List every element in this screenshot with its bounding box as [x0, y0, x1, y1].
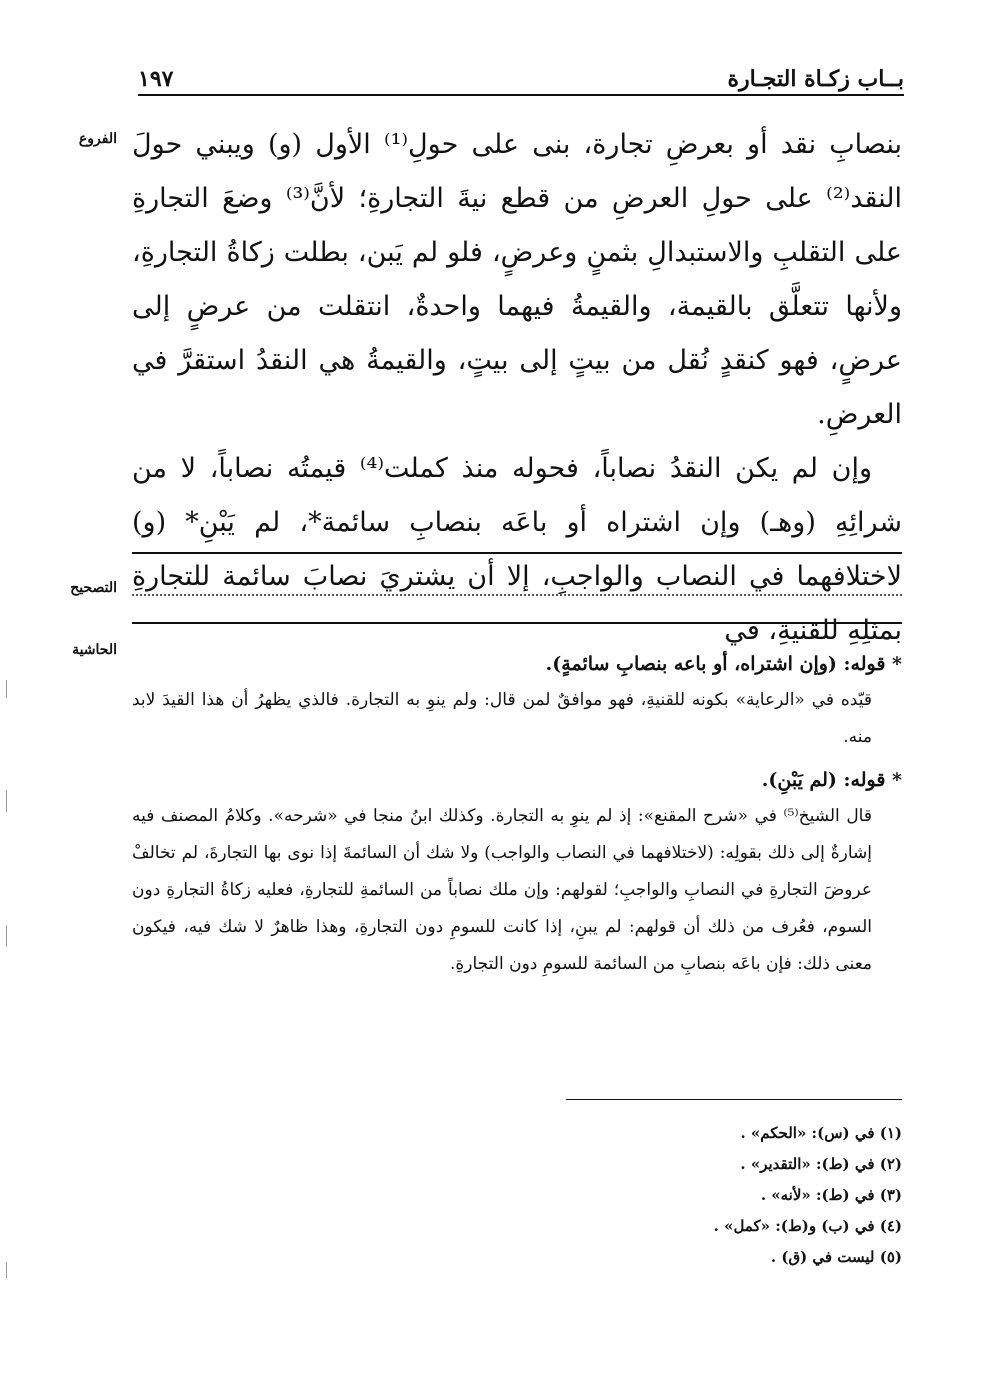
footnote-item: (٤) في (ب) و(ط): «كمل» . — [713, 1217, 902, 1235]
commentary-quote-2 — [132, 762, 902, 798]
header-rule — [138, 94, 904, 96]
main-paragraph-2: وإن لم يكن النقدُ نصاباً، فحوله منذ كملت⁽⁴⁾ قيمتُه نصاباً، لا من شرائِهِ (وهـ) وإن اشتراه أو باعَه بنصابِ سائمة*، لم يَبْنِ* (و) لاختلافهما في النصاب والواجبِ، إلا أن يشتريَ نصابَ سائمة للتجارةِ بمثلِهِ للقنيةِ، في — [132, 453, 902, 646]
footnote-item: (١) في (س): «الحكم» . — [740, 1124, 902, 1142]
commentary-quote-2-text: قوله: (لم يَبْنِ). — [761, 769, 886, 791]
footnote-item: (٥) ليست في (ق) . — [770, 1248, 902, 1266]
footnote-rule — [566, 1099, 902, 1100]
commentary-quote-1 — [132, 646, 902, 682]
commentary-text-2: قال الشيخ⁽⁵⁾ في «شرح المقنع»: إذ لم ينوِ به التجارة. وكذلك ابنُ منجا في «شرحه». وكلامُ المصنف فيه إشارةٌ إلى ذلك بقولِه: (لاختلافهما في النصاب والواجب) ولا شك أن السائمةَ إذا نوى بها التجارةَ، لم تخالفْ عروضَ التجارةِ في النصابِ والواجبِ؛ لقولهم: وإن ملك نصاباً من السائمةِ للتجارةِ، فعليه زكاةُ التجارةِ دون السوم، فعُرف من ذلك أن قولهم: لم يبنِ، إذا كانت للسومِ دون التجارةِ، وهذا ظاهرٌ لا شك فيه، فيكون معنى ذلك: فإن باعَه بنصابِ من السائمة للسومِ دون التجارةِ. — [132, 806, 872, 974]
scan-speck — [6, 1262, 7, 1278]
asterisk-icon: * — [885, 653, 902, 675]
running-title: بــاب زكـاة التجـارة — [727, 66, 904, 92]
scan-speck — [6, 680, 7, 698]
running-header — [138, 52, 904, 92]
tashih-dotted-line — [132, 594, 902, 596]
footnote-item: (٣) في (ط): «لأنه» . — [760, 1186, 902, 1204]
margin-label-hashiya: الحاشية — [72, 642, 117, 658]
page-number: ١٩٧ — [138, 66, 174, 92]
scan-speck — [6, 925, 7, 947]
scan-speck — [6, 790, 7, 812]
asterisk-icon: * — [885, 769, 902, 791]
commentary-quote-1-text: قوله: (وإن اشتراه، أو باعه بنصابِ سائمةٍ). — [545, 653, 886, 675]
commentary-section — [132, 646, 902, 989]
footnotes-list — [420, 1118, 902, 1273]
margin-label-tashih: التصحيح — [70, 580, 117, 596]
main-paragraph-1: بنصابِ نقد أو بعرضِ تجارة، بنى على حولِ⁽¹⁾ الأول (و) ويبني حولَ النقد⁽²⁾ على حولِ العرضِ من قطع نيةَ التجارةِ؛ لأنَّ⁽³⁾ وضعَ التجارةِ على التقلبِ والاستبدالِ بثمنٍ وعرضٍ، فلو لم يَبن، بطلت زكاةُ التجارةِ، ولأنها تتعلَّق بالقيمة، والقيمةُ فيهما واحدةٌ، انتقلت من عرضٍ إلى عرضٍ، فهو كنقدٍ نُقل من بيتٍ إلى بيتٍ، والقيمةُ هي النقدُ استقرَّ في العرضِ. — [132, 129, 902, 430]
commentary-text-1: قيّده في «الرعاية» بكونه للقنيةِ، فهو موافقٌ لمن قال: ولم ينوِ به التجارة. فالذي يظهرُ أن هذا القيدَ لابد منه. — [132, 690, 872, 747]
main-text — [132, 118, 902, 658]
footnote-item: (٢) في (ط): «التقدير» . — [740, 1155, 902, 1173]
section-rule-bottom — [132, 622, 902, 624]
margin-label-furu: الفروع — [78, 131, 117, 147]
section-rule-top — [132, 552, 902, 554]
